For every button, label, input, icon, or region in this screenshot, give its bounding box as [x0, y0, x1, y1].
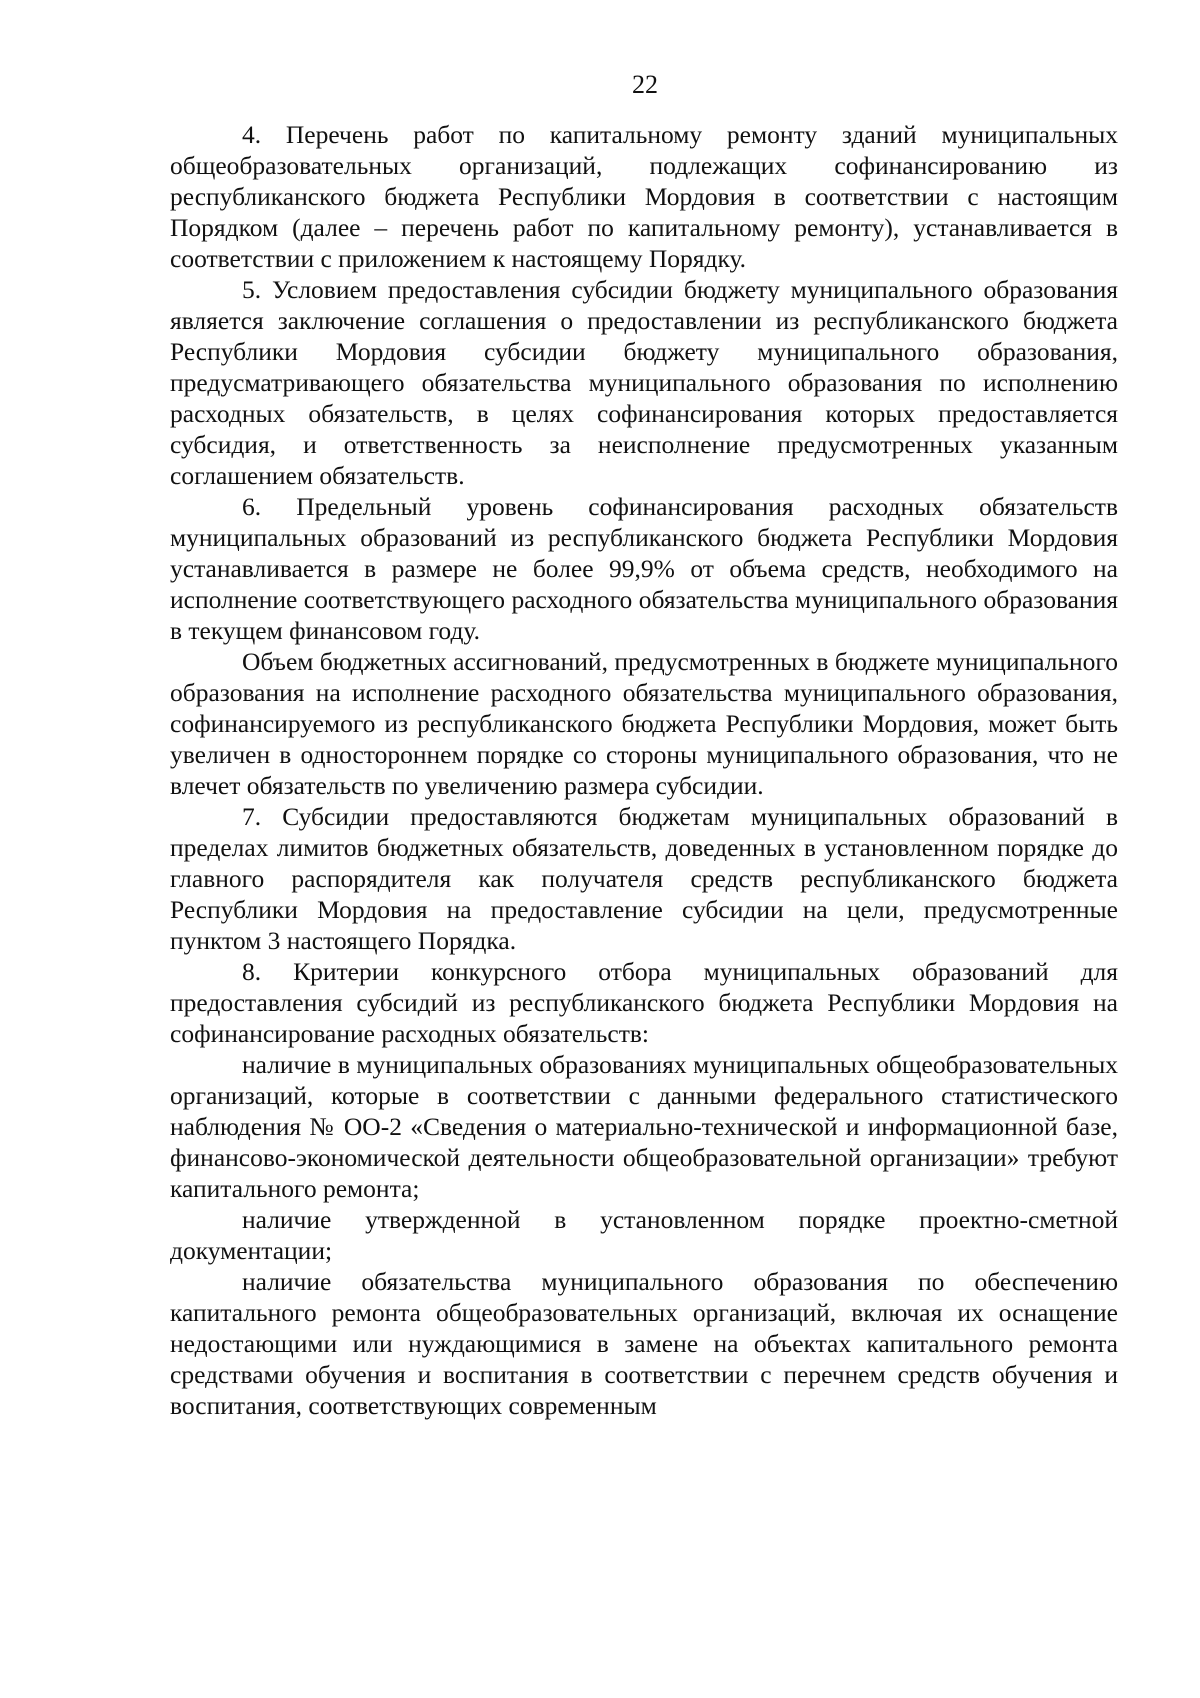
paragraph-4: 4. Перечень работ по капитальному ремонту зданий муниципальных общеобразовательных организаций, подлежащих софинансированию из республиканского бюджета Республики Мордовия в соответствии с настоящим Порядком (далее – перечень работ по капитальному ремонту), устанавливается в соответствии с приложением к настоящему Порядку.	[170, 120, 1118, 273]
paragraph-budget-allocations: Объем бюджетных ассигнований, предусмотренных в бюджете муниципального образования на исполнение расходного обязательства муниципального образования, софинансируемого из республиканского бюджета Республики Мордовия, может быть увеличен в одностороннем порядке со стороны муниципального образования, что не влечет обязательств по увеличению размера субсидии.	[170, 647, 1118, 800]
paragraph-8: 8. Критерии конкурсного отбора муниципальных образований для предоставления субсидий из республиканского бюджета Республики Мордовия на софинансирование расходных обязательств:	[170, 957, 1118, 1048]
criterion-organizations: наличие в муниципальных образованиях муниципальных общеобразовательных организаций, которые в соответствии с данными федерального статистического наблюдения № ОО-2 «Сведения о материально-технической и информационной базе, финансово-экономической деятельности общеобразовательной организации» требуют капитального ремонта;	[170, 1050, 1118, 1203]
document-body	[170, 119, 1118, 1421]
paragraph-7: 7. Субсидии предоставляются бюджетам муниципальных образований в пределах лимитов бюджетных обязательств, доведенных в установленном порядке до главного распорядителя как получателя средств республиканского бюджета Республики Мордовия на предоставление субсидии на цели, предусмотренные пунктом 3 настоящего Порядка.	[170, 802, 1118, 955]
paragraph-5: 5. Условием предоставления субсидии бюджету муниципального образования является заключение соглашения о предоставлении из республиканского бюджета Республики Мордовия субсидии бюджету муниципального образования, предусматривающего обязательства муниципального образования по исполнению расходных обязательств, в целях софинансирования которых предоставляется субсидия, и ответственность за неисполнение предусмотренных указанным соглашением обязательств.	[170, 275, 1118, 490]
paragraph-6: 6. Предельный уровень софинансирования расходных обязательств муниципальных образований из республиканского бюджета Республики Мордовия устанавливается в размере не более 99,9% от объема средств, необходимого на исполнение соответствующего расходного обязательства муниципального образования в текущем финансовом году.	[170, 492, 1118, 645]
criterion-obligation: наличие обязательства муниципального образования по обеспечению капитального ремонта общеобразовательных организаций, включая их оснащение недостающими или нуждающимися в замене на объектах капитального ремонта средствами обучения и воспитания в соответствии с перечнем средств обучения и воспитания, соответствующих современным	[170, 1267, 1118, 1420]
criterion-documentation: наличие утвержденной в установленном порядке проектно-сметной документации;	[170, 1205, 1118, 1265]
page-number: 22	[632, 70, 658, 99]
